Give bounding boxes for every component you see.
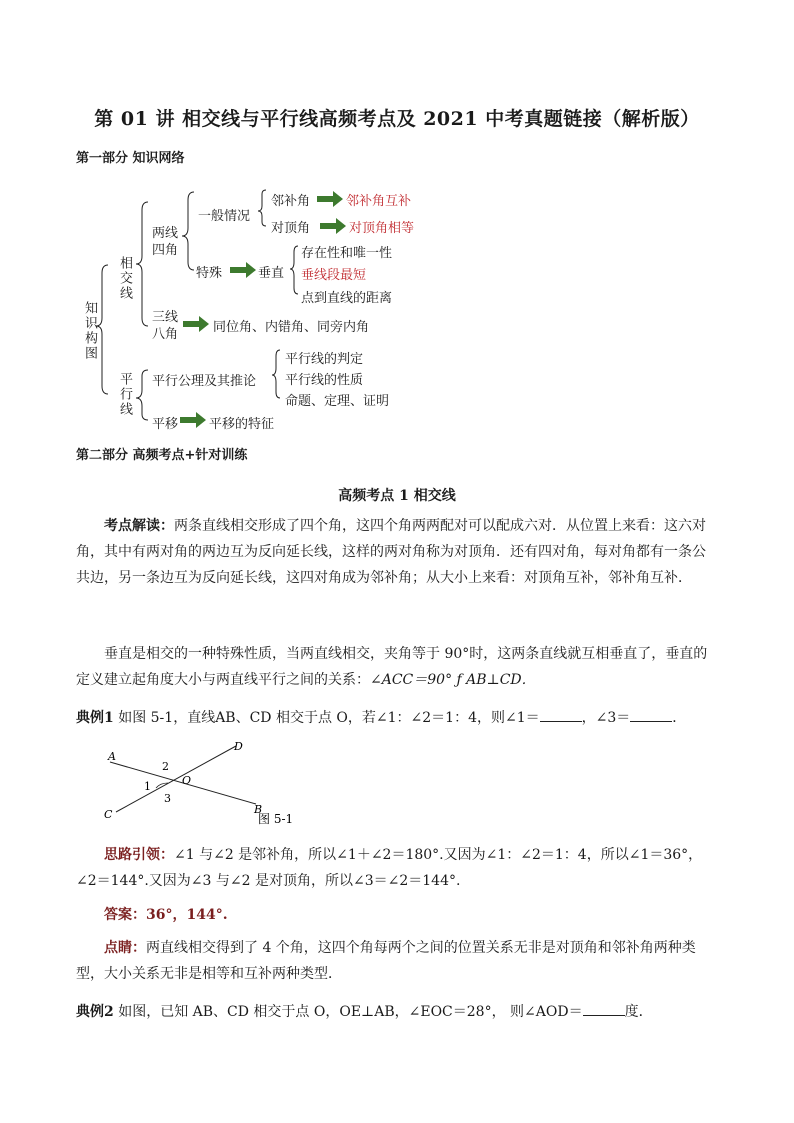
ex1-mid: ，∠3＝ xyxy=(581,710,631,726)
ybqk-brace xyxy=(258,190,266,226)
map-ts: 特殊 xyxy=(196,266,223,281)
line-cd xyxy=(116,746,236,812)
ans-label: 答案： xyxy=(104,907,146,923)
xj-brace xyxy=(136,202,148,326)
map-pd2: 平行线的性质 xyxy=(285,373,364,388)
map-lbj-result: 邻补角互补 xyxy=(346,194,412,209)
label-b: B xyxy=(254,803,263,816)
ex2-text: 如图，已知 AB、CD 相交于点 O，OE⊥AB，∠EOC＝28°， 则∠AOD＝ xyxy=(113,1004,583,1020)
perp-formula: ∠ACC＝90° ƒ AB⊥CD． xyxy=(370,672,536,688)
map-cz2: 垂线段最短 xyxy=(301,268,367,283)
kd-label: 考点解读： xyxy=(104,518,174,534)
ex1-blank1 xyxy=(540,707,582,722)
arrow-icon xyxy=(317,191,343,207)
comment-paragraph xyxy=(76,935,716,987)
label-o: O xyxy=(182,774,192,787)
map-cz: 垂直 xyxy=(258,266,285,281)
ex2-label: 典例2 xyxy=(76,1004,114,1020)
map-pd1: 平行线的判定 xyxy=(285,352,364,367)
example1 xyxy=(76,705,716,731)
map-sx1: 三线 xyxy=(152,310,179,325)
ans-text: 36°，144°. xyxy=(146,907,228,923)
cz-brace xyxy=(290,246,298,294)
map-ddj-result: 对顶角相等 xyxy=(349,221,415,236)
map-py-result: 平移的特征 xyxy=(209,417,275,432)
dj-label: 点睛： xyxy=(104,940,146,956)
kd-paragraph xyxy=(76,513,716,591)
map-sx2: 八角 xyxy=(152,327,179,342)
dj-text: 两直线相交得到了 4 个角，这四个角每两个之间的位置关系无非是对顶角和邻补角两种类型，大小关系无非是相等和互补两种类型． xyxy=(76,940,696,982)
map-ddj: 对顶角 xyxy=(271,221,311,236)
ex2-end: 度． xyxy=(624,1004,653,1020)
part2-heading: 第二部分 高频考点+针对训练 xyxy=(76,448,248,463)
kd-text: 两条直线相交形成了四个角，这四个角两两配对可以配成六对．从位置上来看：这六对角，其中有两对角的两边互为反向延长线，这样的两对角称为对顶角．还有四对角，每对角都有一条公共边，另一条边互为反向延长线，这四对角成为邻补角；从大小上来看：对顶角互补，邻补角互补． xyxy=(76,518,706,586)
section-title: 高频考点 1 相交线 xyxy=(338,488,456,504)
arrow-icon xyxy=(320,218,346,234)
lx-brace xyxy=(182,192,194,270)
map-px: 平行线 xyxy=(117,372,132,417)
map-cz1: 存在性和唯一性 xyxy=(301,246,393,261)
ex1-end: ． xyxy=(672,710,687,726)
figure-5-1 xyxy=(96,736,306,832)
map-root: 知识构图 xyxy=(82,301,97,361)
label-2: 2 xyxy=(162,760,169,773)
perp-paragraph xyxy=(76,641,716,693)
px-brace xyxy=(136,370,148,420)
arrow-icon xyxy=(180,412,206,428)
example2 xyxy=(76,999,716,1025)
map-cz3: 点到直线的距离 xyxy=(301,291,393,306)
ex1-blank2 xyxy=(630,707,672,722)
label-1: 1 xyxy=(144,780,151,793)
pxgl-brace xyxy=(272,350,280,398)
perp-text: 垂直是相交的一种特殊性质，当两直线相交，夹角等于 90°时，这两条直线就互相垂直了，垂直的定义建立起角度大小与两直线平行之间的关系： xyxy=(76,646,708,688)
map-ybqk: 一般情况 xyxy=(198,209,251,224)
sl-label: 思路引领： xyxy=(104,847,174,863)
label-d: D xyxy=(234,740,243,753)
map-sx-result: 同位角、内错角、同旁内角 xyxy=(213,320,370,335)
map-py: 平移 xyxy=(152,417,179,432)
ex1-label: 典例1 xyxy=(76,710,114,726)
map-lx1: 两线 xyxy=(152,226,179,241)
map-lx2: 四角 xyxy=(152,243,179,258)
part1-heading: 第一部分 知识网络 xyxy=(76,151,185,166)
ex2-blank xyxy=(583,1001,625,1016)
arrow-icon xyxy=(230,262,256,278)
label-a: A xyxy=(108,750,116,763)
arrow-icon xyxy=(183,316,209,332)
ex1-text: 如图 5-1，直线AB、CD 相交于点 O，若∠1：∠2＝1：4，则∠1＝ xyxy=(113,710,540,726)
map-pxgl: 平行公理及其推论 xyxy=(152,374,257,389)
map-pd3: 命题、定理、证明 xyxy=(285,394,390,409)
analysis-paragraph xyxy=(76,842,716,894)
figure-caption: 图 5-1 xyxy=(258,812,294,826)
map-xj: 相交线 xyxy=(117,256,132,301)
answer-paragraph xyxy=(76,902,716,928)
page-title: 第 01 讲 相交线与平行线高频考点及 2021 中考真题链接（解析版） xyxy=(94,108,700,130)
label-3: 3 xyxy=(164,792,171,805)
label-c: C xyxy=(104,808,113,821)
sl-text: ∠1 与∠2 是邻补角，所以∠1＋∠2＝180°.又因为∠1：∠2＝1：4，所以∠1＝36°，∠2＝144°.又因为∠3 与∠2 是对顶角，所以∠3＝∠2＝144°. xyxy=(76,847,703,889)
map-lbj: 邻补角 xyxy=(271,194,311,209)
